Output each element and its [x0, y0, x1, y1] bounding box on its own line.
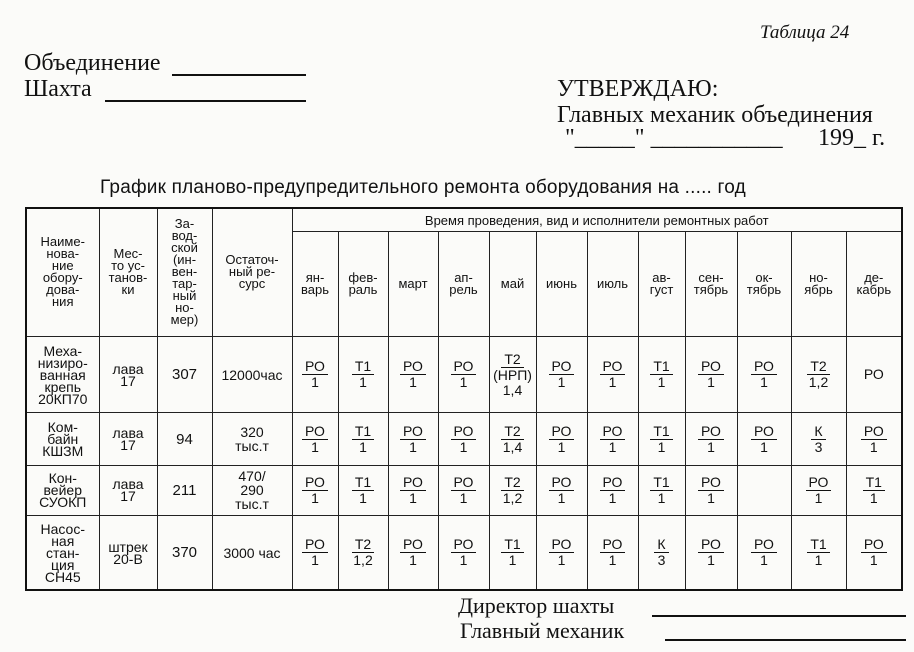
- repair-type: РО: [751, 359, 777, 375]
- repair-fraction: [807, 537, 829, 568]
- repair-fraction: [861, 424, 887, 455]
- repair-type: РО: [400, 359, 426, 375]
- repair-fraction: [806, 475, 832, 506]
- repair-cell: [587, 516, 638, 591]
- repair-cell: [638, 413, 685, 465]
- repair-executor: 1: [311, 374, 319, 391]
- repair-type: Т2: [501, 475, 523, 491]
- repair-fraction: [400, 359, 426, 390]
- remaining-resource: 320 тыс.т: [212, 413, 292, 465]
- repair-type: РО: [698, 475, 724, 491]
- repair-fraction: [650, 359, 672, 390]
- month-header: июль: [587, 232, 638, 337]
- repair-fraction: [650, 475, 672, 506]
- schedule-title: График планово-предупредительного ремонта оборудования на ..... год: [100, 177, 746, 198]
- repair-type: РО: [400, 475, 426, 491]
- repair-cell: [737, 516, 791, 591]
- repair-executor: 1: [608, 552, 617, 568]
- repair-cell: [536, 465, 587, 515]
- install-place: штрек 20-В: [99, 516, 157, 591]
- repair-cell: [846, 413, 902, 465]
- repair-type: РО: [751, 424, 777, 440]
- repair-type: РО: [302, 424, 328, 440]
- repair-type: Т1: [650, 359, 672, 375]
- repair-cell: [489, 336, 536, 413]
- repair-type: РО: [751, 537, 777, 553]
- repair-fraction: [302, 359, 328, 390]
- repair-type: Т2: [501, 424, 523, 440]
- equipment-name: Меха- низиро- ванная крепь 20КП70: [26, 336, 99, 413]
- repair-executor: 1: [814, 552, 823, 568]
- header-remaining-resource: Остаточ- ный ре- сурс: [212, 208, 292, 336]
- repair-executor: 1: [760, 438, 768, 455]
- repair-cell: [846, 465, 902, 515]
- repair-executor: 1: [557, 552, 566, 568]
- repair-type: РО: [861, 537, 887, 553]
- factory-number: 370: [157, 516, 212, 591]
- repair-executor: 1: [869, 489, 878, 506]
- repair-cell: [791, 413, 846, 465]
- repair-fraction: [501, 537, 523, 568]
- repair-cell: [438, 516, 489, 591]
- repair-cell: [438, 336, 489, 413]
- repair-cell: [292, 413, 338, 465]
- repair-cell: [536, 516, 587, 591]
- equipment-name: Насос- ная стан- ция СН45: [26, 516, 99, 591]
- repair-executor: 3: [657, 552, 666, 568]
- remaining-resource: 3000 час: [212, 516, 292, 591]
- repair-executor: 1: [760, 374, 768, 391]
- repair-type: Т1: [863, 475, 885, 491]
- remaining-resource: 470/ 290 тыс.т: [212, 465, 292, 515]
- repair-executor: 1: [557, 374, 566, 391]
- install-place: лава 17: [99, 465, 157, 515]
- repair-type: РО: [698, 537, 724, 553]
- equipment-row: [26, 413, 902, 465]
- header-install-place: Мес- то ус- танов- ки: [99, 208, 157, 336]
- approval-title: УТВЕРЖДАЮ:: [557, 76, 719, 102]
- repair-fraction: [451, 475, 477, 506]
- repair-fraction: [650, 424, 672, 455]
- repair-executor: 1,4: [502, 438, 523, 455]
- approval-year: 199_ г.: [818, 125, 886, 151]
- repair-cell: [438, 413, 489, 465]
- repair-type: РО: [302, 359, 328, 375]
- repair-cell: [388, 413, 438, 465]
- repair-executor: 1: [311, 552, 319, 568]
- repair-cell: [737, 413, 791, 465]
- repair-type: Т1: [807, 537, 829, 553]
- repair-executor: 1: [557, 438, 566, 455]
- repair-type: РО: [549, 475, 575, 491]
- month-header: июнь: [536, 232, 587, 337]
- month-header: май: [489, 232, 536, 337]
- repair-cell: [638, 336, 685, 413]
- repair-executor: 1: [359, 489, 367, 506]
- repair-fraction: [549, 424, 575, 455]
- repair-cell: [338, 413, 388, 465]
- repair-executor: 1,2: [353, 552, 373, 568]
- repair-executor: 1,4: [502, 381, 523, 398]
- repair-fraction: [698, 359, 724, 390]
- repair-cell: [791, 465, 846, 515]
- repair-type: РО: [400, 537, 426, 553]
- repair-executor: 1: [707, 489, 715, 506]
- repair-cell: [536, 413, 587, 465]
- month-header: ав- густ: [638, 232, 685, 337]
- repair-type: РО: [806, 475, 832, 491]
- repair-type: Т2: [352, 537, 374, 553]
- repair-fraction: [352, 475, 374, 506]
- repair-fraction: [863, 475, 885, 506]
- repair-executor: 1: [760, 552, 768, 568]
- repair-cell: [846, 336, 902, 413]
- repair-executor: 1: [608, 489, 617, 506]
- repair-fraction: [302, 475, 328, 506]
- repair-fraction: [751, 424, 777, 455]
- repair-cell: [388, 516, 438, 591]
- repair-cell: [685, 465, 737, 515]
- repair-cell: [388, 336, 438, 413]
- repair-executor: 1: [359, 438, 367, 455]
- repair-cell: [685, 413, 737, 465]
- repair-cell: [638, 516, 685, 591]
- repair-type: Т1: [650, 424, 672, 440]
- repair-executor: 1: [707, 438, 715, 455]
- equipment-row: [26, 465, 902, 515]
- month-header: ап- рель: [438, 232, 489, 337]
- repair-type: РО: [451, 475, 477, 491]
- repair-cell: [587, 465, 638, 515]
- repair-type: РО: [600, 475, 626, 491]
- repair-cell: [737, 336, 791, 413]
- repair-type: РО: [600, 359, 626, 375]
- repair-fraction: [861, 537, 887, 568]
- repair-cell: [489, 413, 536, 465]
- header-factory-number: За- вод- ской (ин- вен- тар- ный но- мер): [157, 208, 212, 336]
- repair-cell: [338, 336, 388, 413]
- mine-field-line: [105, 100, 306, 102]
- repair-fraction: [302, 537, 328, 568]
- organization-field-line: [172, 74, 306, 76]
- repair-executor: 1: [359, 374, 367, 391]
- repair-executor: 1: [508, 552, 517, 568]
- repair-type: РО: [400, 424, 426, 440]
- repair-cell: [791, 336, 846, 413]
- repair-cell: [388, 465, 438, 515]
- month-header: ок- тябрь: [737, 232, 791, 337]
- repair-type: Т2: [807, 359, 829, 375]
- director-signature-line: [652, 615, 906, 617]
- repair-fraction: [654, 537, 668, 568]
- repair-fraction: [549, 475, 575, 506]
- repair-type: Т1: [501, 537, 523, 553]
- repair-executor: 1: [409, 489, 417, 506]
- repair-executor: 1: [814, 489, 823, 506]
- repair-executor: 1: [707, 374, 715, 391]
- repair-fraction: [600, 475, 626, 506]
- repair-executor: 1: [409, 552, 417, 568]
- install-place: лава 17: [99, 336, 157, 413]
- repair-fraction: [600, 537, 626, 568]
- repair-fraction: [698, 424, 724, 455]
- repair-fraction: [600, 424, 626, 455]
- repair-fraction: [751, 359, 777, 390]
- repair-cell: [292, 336, 338, 413]
- repair-cell: [587, 336, 638, 413]
- repair-fraction: [350, 537, 375, 568]
- repair-executor: 1,2: [808, 374, 829, 391]
- equipment-name: Кон- вейер СУОКП: [26, 465, 99, 515]
- repair-cell: [536, 336, 587, 413]
- repair-cell: [685, 516, 737, 591]
- repair-cell: [638, 465, 685, 515]
- repair-cell: [438, 465, 489, 515]
- chief-mechanic-signature-line: [665, 639, 906, 641]
- repair-type: Т1: [650, 475, 672, 491]
- factory-number: 94: [157, 413, 212, 465]
- repair-executor: 1: [657, 374, 666, 391]
- equipment-row: [26, 336, 902, 413]
- repair-cell: [292, 465, 338, 515]
- month-header: фев- раль: [338, 232, 388, 337]
- repair-fraction: [698, 537, 724, 568]
- approval-date-line: "_____" ___________: [565, 125, 783, 151]
- repair-cell: [338, 465, 388, 515]
- repair-type: РО: [863, 366, 884, 383]
- repair-type: Т2: [501, 352, 523, 368]
- repair-type: РО: [451, 359, 477, 375]
- repair-fraction: [500, 475, 525, 506]
- remaining-resource: 12000час: [212, 336, 292, 413]
- repair-type: Т1: [352, 359, 374, 375]
- repair-executor: 1: [869, 552, 878, 568]
- repair-cell: [292, 516, 338, 591]
- repair-type: РО: [549, 537, 575, 553]
- repair-cell: [587, 413, 638, 465]
- repair-executor: 1: [409, 438, 417, 455]
- repair-executor: 1: [869, 438, 878, 455]
- repair-cell: [489, 465, 536, 515]
- repair-fraction: [400, 424, 426, 455]
- repair-fraction: [811, 424, 825, 455]
- repair-executor: 1: [311, 489, 319, 506]
- equipment-row: [26, 516, 902, 591]
- equipment-name: Ком- байн КШЗМ: [26, 413, 99, 465]
- director-label: Директор шахты: [458, 593, 615, 618]
- month-header: ян- варь: [292, 232, 338, 337]
- repair-fraction: [500, 424, 525, 455]
- repair-executor: 1: [459, 438, 468, 455]
- repair-cell: [791, 516, 846, 591]
- repair-executor: 1: [608, 374, 617, 391]
- chief-mechanic-label: Главный механик: [460, 618, 625, 643]
- repair-executor: 3: [814, 438, 823, 455]
- month-header: но- ябрь: [791, 232, 846, 337]
- repair-executor: 1: [707, 552, 715, 568]
- repair-type: К: [654, 537, 668, 553]
- repair-executor: 1: [608, 438, 617, 455]
- repair-type: РО: [451, 424, 477, 440]
- repair-fraction: [549, 359, 575, 390]
- repair-fraction: [451, 359, 477, 390]
- repair-type: РО: [302, 537, 328, 553]
- repair-fraction: [751, 537, 777, 568]
- repair-cell: [338, 516, 388, 591]
- repair-type: Т1: [352, 475, 374, 491]
- repair-fraction: [698, 475, 724, 506]
- repair-cell: [737, 465, 791, 515]
- month-header: март: [388, 232, 438, 337]
- repair-fraction: [302, 424, 328, 455]
- repair-executor: 1,2: [502, 489, 523, 506]
- month-header: де- кабрь: [846, 232, 902, 337]
- repair-executor: 1: [459, 374, 468, 391]
- mine-label: Шахта: [24, 76, 92, 102]
- header-equipment-name: Наиме- нова- ние обору- дова- ния: [26, 208, 99, 336]
- repair-type: РО: [600, 537, 626, 553]
- repair-type: РО: [698, 359, 724, 375]
- repair-type: РО: [302, 475, 328, 491]
- repair-fraction: [400, 537, 426, 568]
- repair-fraction: [451, 424, 477, 455]
- install-place: лава 17: [99, 413, 157, 465]
- repair-type: РО: [549, 359, 575, 375]
- repair-type: К: [811, 424, 825, 440]
- factory-number: 211: [157, 465, 212, 515]
- repair-executor: 1: [657, 438, 666, 455]
- repair-cell: [685, 336, 737, 413]
- repair-fraction: [806, 359, 831, 390]
- repair-type: РО: [861, 424, 887, 440]
- repair-type: РО: [698, 424, 724, 440]
- header-period: Время проведения, вид и исполнители ремонтных работ: [292, 208, 902, 232]
- repair-executor: 1: [557, 489, 566, 506]
- repair-executor: 1: [459, 489, 468, 506]
- repair-type: РО: [600, 424, 626, 440]
- organization-label: Объединение: [24, 50, 161, 76]
- repair-executor: 1: [311, 438, 319, 455]
- repair-type: РО: [549, 424, 575, 440]
- table-number: Таблица 24: [760, 22, 850, 43]
- repair-fraction: [352, 424, 374, 455]
- repair-fraction: [600, 359, 626, 390]
- month-header: сен- тябрь: [685, 232, 737, 337]
- approval-subtitle: Главных механик объединения: [557, 102, 873, 128]
- repair-fraction: [400, 475, 426, 506]
- repair-cell: [846, 516, 902, 591]
- repair-fraction: [490, 352, 535, 398]
- repair-type: РО: [451, 537, 477, 553]
- repair-executor: 1: [657, 489, 666, 506]
- repair-fraction: [352, 359, 374, 390]
- repair-executor: 1: [459, 552, 468, 568]
- repair-executor: 1: [409, 374, 417, 391]
- repair-fraction: [451, 537, 477, 568]
- repair-note: (НРП): [493, 366, 532, 383]
- repair-type: Т1: [352, 424, 374, 440]
- repair-fraction: [549, 537, 575, 568]
- factory-number: 307: [157, 336, 212, 413]
- repair-cell: [489, 516, 536, 591]
- repair-schedule-table: [25, 207, 903, 591]
